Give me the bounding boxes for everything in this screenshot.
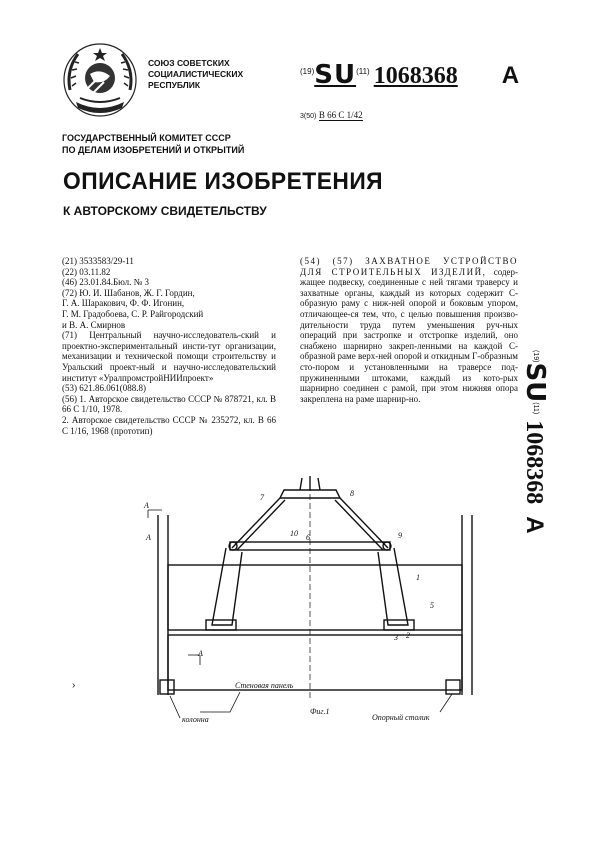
label-8: 8 xyxy=(350,489,354,498)
patent-code: (19) xyxy=(300,67,315,76)
union-line: РЕСПУБЛИК xyxy=(148,80,201,90)
section-b-label: А xyxy=(146,533,151,542)
biblio-line: и В. А. Смирнов xyxy=(62,319,126,330)
margin-mark: › xyxy=(72,680,76,691)
biblio-line: (56) 1. Авторское свидетельство СССР № 878721, кл. В 66 С 1/10, 1978. xyxy=(62,393,276,415)
committee-line: ПО ДЕЛАМ ИЗОБРЕТЕНИЙ И ОТКРЫТИЙ xyxy=(62,145,245,155)
patent-number xyxy=(300,60,519,90)
panel-caption: Стеновая панель xyxy=(235,681,294,690)
left-column xyxy=(158,515,168,695)
column-leader xyxy=(170,696,180,718)
wall-panel xyxy=(168,635,462,690)
patent-number-value: 1068368 xyxy=(373,63,458,89)
label-5: 5 xyxy=(430,601,434,610)
biblio-line: (72) Ю. И. Шабанов, Ж. Г. Гордин, xyxy=(62,287,195,298)
c-frame-left xyxy=(212,548,242,625)
label-1: 1 xyxy=(416,573,420,582)
patent-code: (19) xyxy=(532,350,539,363)
label-7: 7 xyxy=(260,493,264,502)
biblio-line: 2. Авторское свидетельство СССР № 235272, кл. В 66 С 1/16, 1968 (прототип) xyxy=(62,414,276,436)
support-caption: Опорный столик xyxy=(372,713,430,722)
section-a-top: А xyxy=(144,501,149,510)
committee-name xyxy=(62,132,244,156)
biblio-line: Г. А. Шаракович, Ф. Ф. Игонин, xyxy=(62,298,185,309)
union-line: СОЦИАЛИСТИЧЕСКИХ xyxy=(148,69,244,79)
biblio-line: (22) 03.11.82 xyxy=(62,266,111,277)
label-6: 6 xyxy=(306,533,310,542)
figure-label: Фиг.1 xyxy=(310,707,330,716)
union-line: СОЮЗ СОВЕТСКИХ xyxy=(148,58,230,68)
office-code: SU xyxy=(520,362,550,403)
document-subtitle: К АВТОРСКОМУ СВИДЕТЕЛЬСТВУ xyxy=(63,204,267,218)
biblio-line: (71) Центральный научно-исследователь-ский и проектно-экспериментальный инсти-тут организации, механизации и технической помощи строительству и Уральский проект-ный и научно-исследовательский институт «УралпромстройНИИпроект» xyxy=(62,330,276,383)
ipc-code: 3(50) xyxy=(300,113,317,120)
label-3: 3 xyxy=(394,633,398,642)
patent-kind: A xyxy=(501,62,520,89)
support-leader xyxy=(440,694,452,712)
support-table-right xyxy=(446,680,460,694)
office-code: SU xyxy=(314,60,357,90)
biblio-line: (21) 3533583/29-11 xyxy=(62,256,134,266)
abstract-heading: (54) (57) ЗАХВАТНОЕ УСТРОЙСТВО ДЛЯ СТРОИТЕЛЬНЫХ ИЗДЕЛИЙ, xyxy=(300,256,518,277)
patent-kind: A xyxy=(521,516,548,534)
technical-drawing xyxy=(140,470,500,730)
bibliographic-data xyxy=(62,256,276,436)
ipc-value: В 66 С 1/42 xyxy=(318,110,363,120)
section-mark-top xyxy=(148,510,162,518)
label-10: 10 xyxy=(290,529,298,538)
c-frame-right xyxy=(378,548,408,625)
biblio-line: Г. М. Градобоева, С. Р. Райгородский xyxy=(62,308,204,319)
support-table-left xyxy=(160,680,174,694)
section-a-bottom: А xyxy=(198,649,203,658)
abstract-body: содер-жащее подвеску, соединенные с ней тягами траверсу и захватные органы, каждый из которых содержит С-образную раму с ниж-ней опорой и боковым упором, отличающее-ся тем, что, с целью повышения произво-дительности труда путем уменьшения руч-ных операций при застропке и отстропке изделий, оно снабжено шарнирно закреп-ленными на каждой С-образной раме верх-ней опорой и откидным Г-образным сто-пором и установленными на траверсе под-пружиненными штоками, каждый из кото-рых шарнирно соединен с рамой, при этом нижняя опора закреплена на раме шарнир-но. xyxy=(300,266,519,404)
label-9: 9 xyxy=(398,531,402,540)
panel-leader xyxy=(200,692,240,712)
column-caption: колонна xyxy=(182,715,209,724)
ussr-emblem-icon xyxy=(60,40,140,120)
union-name xyxy=(148,58,278,91)
biblio-line: (46) 23.01.84.Бюл. № 3 xyxy=(62,277,149,288)
ipc-classification xyxy=(300,110,363,120)
patent-number-value: 1068368 xyxy=(521,420,547,505)
abstract xyxy=(300,256,518,404)
number-code: (11) xyxy=(356,67,370,76)
right-column xyxy=(462,515,472,695)
committee-line: ГОСУДАРСТВЕННЫЙ КОМИТЕТ СССР xyxy=(62,133,231,143)
label-2: 2 xyxy=(406,631,410,640)
number-code: (11) xyxy=(532,402,539,415)
vertical-patent-number xyxy=(518,350,582,680)
document-title: ОПИСАНИЕ ИЗОБРЕТЕНИЯ xyxy=(63,168,384,195)
biblio-line: (53) 621.86.061(088.8) xyxy=(62,383,146,394)
